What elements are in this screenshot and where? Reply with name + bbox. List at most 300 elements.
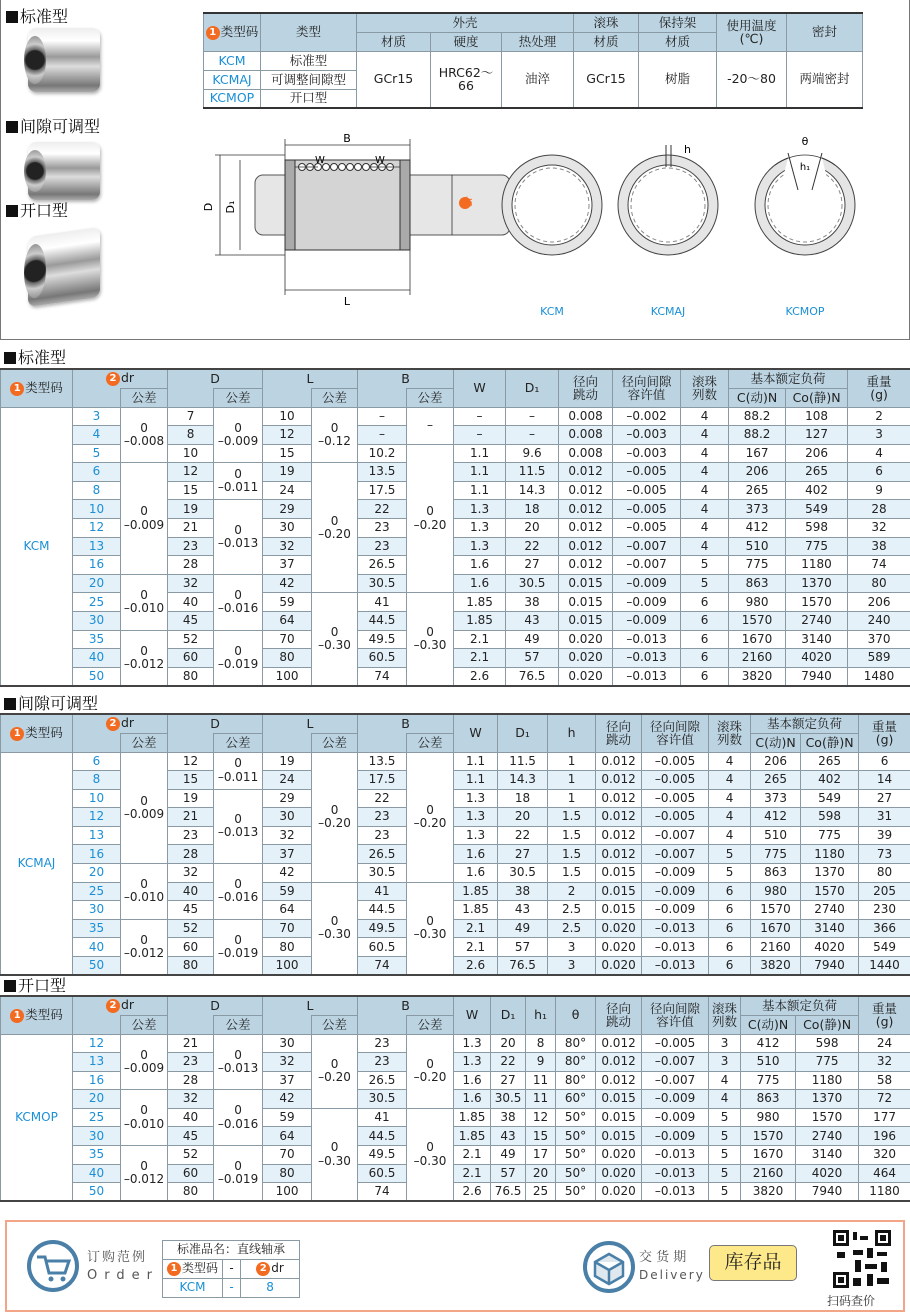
header-column: h: [548, 714, 596, 752]
header-static-load: Co(静)N: [796, 1015, 859, 1034]
value-cell: 20: [506, 519, 559, 538]
value-cell: 49: [491, 1146, 526, 1165]
seal-cell: 两端密封: [787, 51, 863, 108]
b-cell: –: [358, 426, 407, 445]
header-blank: [358, 388, 407, 407]
value-cell: 1.6: [454, 574, 506, 593]
product-title-standard: [6, 4, 68, 27]
header-material: 材质: [357, 32, 431, 51]
header-cage-material: 材质: [639, 32, 717, 51]
value-cell: 20: [491, 1034, 526, 1053]
dr-cell: 50: [73, 957, 121, 976]
value-cell: –0.005: [613, 463, 681, 482]
label: L: [306, 997, 314, 1013]
section-title-standard: [4, 345, 66, 368]
value-cell: 22: [491, 1053, 526, 1072]
dr-cell: 35: [73, 1146, 121, 1165]
value-cell: 0.012: [559, 463, 613, 482]
value-cell: 30.5: [506, 574, 559, 593]
value-cell: 0.020: [596, 1183, 642, 1202]
value-cell: 43: [506, 612, 559, 631]
qr-code-icon[interactable]: [833, 1230, 891, 1288]
header-blank: [73, 1015, 121, 1034]
value-cell: 1.85: [454, 593, 506, 612]
b-cell: 49.5: [358, 630, 407, 649]
value-cell: 43: [491, 1127, 526, 1146]
value-cell: 0.012: [596, 1071, 642, 1090]
label: B: [401, 997, 410, 1013]
header-column: 径向间隙 容许值: [613, 369, 681, 407]
value-cell: 108: [786, 407, 848, 426]
d-cell: 15: [168, 771, 214, 790]
l-cell: 59: [263, 882, 312, 901]
d-tolerance-cell: 0 –0.016: [214, 1090, 263, 1146]
value-cell: 1570: [796, 1108, 859, 1127]
heat-cell: 油淬: [502, 51, 574, 108]
value-cell: 1.85: [454, 901, 498, 920]
value-cell: 5: [681, 574, 729, 593]
header-d: [168, 996, 263, 1015]
d-cell: 40: [168, 593, 214, 612]
d-cell: 15: [168, 481, 214, 500]
header-seal: 密封: [787, 13, 863, 51]
value-cell: 38: [848, 537, 910, 556]
open-bearing-image: [28, 227, 100, 307]
value-cell: 76.5: [506, 667, 559, 686]
order-dr-header: [241, 1260, 300, 1279]
value-cell: 4: [681, 463, 729, 482]
d-cell: 40: [168, 882, 214, 901]
value-cell: 265: [786, 463, 848, 482]
label-W-left: W: [315, 155, 325, 166]
dr-cell: 25: [73, 593, 121, 612]
dr-cell: 12: [73, 1034, 121, 1053]
value-cell: 0.012: [559, 481, 613, 500]
l-cell: 37: [263, 556, 312, 575]
value-cell: 4: [681, 444, 729, 463]
header-blank: [358, 1015, 407, 1034]
d-tolerance-cell: 0 –0.013: [214, 789, 263, 863]
value-cell: –: [454, 407, 506, 426]
b-cell: 13.5: [358, 463, 407, 482]
value-cell: 0.015: [559, 612, 613, 631]
value-cell: –0.009: [642, 1090, 709, 1109]
header-dynamic-load: C(动)N: [751, 733, 801, 752]
header-dynamic-load: C(动)N: [729, 388, 786, 407]
label: D: [210, 715, 220, 731]
dr-cell: 20: [73, 574, 121, 593]
value-cell: 7940: [796, 1183, 859, 1202]
value-cell: 4: [681, 426, 729, 445]
dr-cell: 12: [73, 808, 121, 827]
value-cell: 206: [729, 463, 786, 482]
type-cell: 标准型: [261, 51, 357, 70]
order-label-en: Order: [87, 1268, 159, 1283]
b-cell: 30.5: [358, 1090, 407, 1109]
dr-cell: 30: [73, 901, 121, 920]
value-cell: 412: [751, 808, 801, 827]
label: 间隙可调型: [18, 694, 99, 713]
value-cell: 2.1: [454, 1146, 491, 1165]
header-blank: [263, 733, 312, 752]
label-B: B: [343, 132, 351, 145]
value-cell: 11: [526, 1071, 556, 1090]
standard-bearing-image: [28, 28, 100, 92]
header-column: W: [454, 714, 498, 752]
l-cell: 42: [263, 864, 312, 883]
value-cell: 27: [491, 1071, 526, 1090]
header-column: θ: [556, 996, 596, 1034]
value-cell: 2160: [741, 1164, 796, 1183]
value-cell: 4: [681, 407, 729, 426]
value-cell: 0.015: [559, 593, 613, 612]
label-L: L: [343, 295, 351, 308]
d-cell: 52: [168, 919, 214, 938]
b-cell: 74: [358, 957, 407, 976]
value-cell: 4: [848, 444, 910, 463]
adjustable-table: [0, 713, 910, 976]
value-cell: 4: [681, 537, 729, 556]
header-column: D₁: [491, 996, 526, 1034]
label: 类型码: [25, 724, 63, 740]
value-cell: 11.5: [498, 752, 548, 771]
value-cell: 80: [848, 574, 910, 593]
header-tolerance: 公差: [407, 388, 454, 407]
d-tolerance-cell: 0 –0.013: [214, 500, 263, 574]
value-cell: 60°: [556, 1090, 596, 1109]
value-cell: 80°: [556, 1034, 596, 1053]
value-cell: 3820: [729, 667, 786, 686]
d-tolerance-cell: 0 –0.013: [214, 1034, 263, 1090]
l-cell: 12: [263, 426, 312, 445]
value-cell: –0.009: [613, 612, 681, 631]
l-cell: 100: [263, 957, 312, 976]
value-cell: 1.3: [454, 537, 506, 556]
b-tolerance-cell: 0 –0.30: [407, 1108, 454, 1201]
value-cell: 464: [859, 1164, 910, 1183]
value-cell: 2.6: [454, 957, 498, 976]
value-cell: 1.3: [454, 500, 506, 519]
dr-cell: 40: [73, 649, 121, 668]
header-tolerance: 公差: [407, 733, 454, 752]
value-cell: 6: [709, 957, 751, 976]
value-cell: –0.007: [613, 556, 681, 575]
value-cell: 9.6: [506, 444, 559, 463]
value-cell: 1.5: [548, 808, 596, 827]
value-cell: 1180: [801, 845, 859, 864]
header-column: 径向间隙 容许值: [642, 996, 709, 1034]
d-cell: 28: [168, 1071, 214, 1090]
value-cell: 549: [859, 938, 910, 957]
b-cell: 23: [358, 1034, 407, 1053]
b-cell: 44.5: [358, 1127, 407, 1146]
value-cell: 5: [709, 1146, 741, 1165]
dr-cell: 5: [73, 444, 121, 463]
value-cell: 0.012: [596, 1053, 642, 1072]
value-cell: 1.5: [548, 845, 596, 864]
dr-tolerance-cell: 0 –0.010: [121, 1090, 168, 1146]
header-tolerance: 公差: [312, 1015, 358, 1034]
cart-icon: [27, 1240, 79, 1292]
value-cell: 373: [751, 789, 801, 808]
value-cell: 0.008: [559, 407, 613, 426]
value-cell: 1: [548, 752, 596, 771]
d-cell: 40: [168, 1108, 214, 1127]
value-cell: 598: [786, 519, 848, 538]
value-cell: 0.015: [596, 901, 642, 920]
value-cell: 775: [751, 845, 801, 864]
value-cell: 1.1: [454, 463, 506, 482]
product-title-open: [6, 198, 68, 221]
value-cell: 14: [859, 771, 910, 790]
badge-2: 2: [106, 717, 120, 731]
d-tolerance-cell: 0 –0.011: [214, 463, 263, 500]
value-cell: 1670: [741, 1146, 796, 1165]
header-weight: 重量 (g): [859, 996, 910, 1034]
b-cell: 44.5: [358, 612, 407, 631]
code-cell: KCM: [204, 51, 261, 70]
value-cell: –0.009: [642, 882, 709, 901]
value-cell: 9: [526, 1053, 556, 1072]
l-cell: 10: [263, 407, 312, 426]
delivery-label: 交 货 期: [639, 1250, 687, 1265]
label: 类型码: [25, 1006, 63, 1022]
l-cell: 30: [263, 808, 312, 827]
value-cell: 18: [506, 500, 559, 519]
header-d: [168, 714, 263, 733]
value-cell: 72: [859, 1090, 910, 1109]
value-cell: 11: [526, 1090, 556, 1109]
b-cell: 13.5: [358, 752, 407, 771]
value-cell: 57: [491, 1164, 526, 1183]
l-cell: 80: [263, 938, 312, 957]
value-cell: 4: [709, 1090, 741, 1109]
d-cell: 21: [168, 808, 214, 827]
table-row: [1, 630, 910, 649]
value-cell: 0.012: [596, 1034, 642, 1053]
label-dr: dr: [464, 196, 475, 207]
value-cell: 4: [709, 808, 751, 827]
value-cell: 49: [506, 630, 559, 649]
view-label-kcmop: KCMOP: [785, 305, 825, 318]
type-code-cell: KCMAJ: [1, 752, 73, 975]
value-cell: 1.1: [454, 444, 506, 463]
value-cell: 0.015: [596, 882, 642, 901]
b-cell: 60.5: [358, 649, 407, 668]
d-cell: 8: [168, 426, 214, 445]
dr-cell: 8: [73, 771, 121, 790]
value-cell: 265: [801, 752, 859, 771]
value-cell: 22: [498, 826, 548, 845]
value-cell: 1.6: [454, 1090, 491, 1109]
value-cell: 230: [859, 901, 910, 920]
qr-label: 扫码查价: [827, 1294, 876, 1308]
value-cell: 1: [548, 771, 596, 790]
dr-cell: 6: [73, 752, 121, 771]
value-cell: 205: [859, 882, 910, 901]
label-h1: h₁: [799, 162, 811, 173]
header-dr: [73, 714, 168, 733]
value-cell: 0.008: [559, 426, 613, 445]
value-cell: 2.1: [454, 919, 498, 938]
l-cell: 37: [263, 845, 312, 864]
header-tolerance: 公差: [121, 388, 168, 407]
header-column: 径向 跳动: [559, 369, 613, 407]
value-cell: 43: [498, 901, 548, 920]
value-cell: 32: [848, 519, 910, 538]
value-cell: 206: [786, 444, 848, 463]
dr-cell: 16: [73, 1071, 121, 1090]
code-cell: KCMAJ: [204, 70, 261, 89]
label-D: D: [202, 202, 215, 212]
value-cell: 3820: [751, 957, 801, 976]
header-ball: 滚珠: [574, 13, 639, 32]
b-cell: 74: [358, 667, 407, 686]
dr-cell: 16: [73, 556, 121, 575]
value-cell: 8: [526, 1034, 556, 1053]
value-cell: 3: [548, 938, 596, 957]
d-cell: 60: [168, 649, 214, 668]
value-cell: 2160: [751, 938, 801, 957]
value-cell: 0.015: [596, 1090, 642, 1109]
value-cell: –: [506, 426, 559, 445]
table-row: [1, 1090, 910, 1109]
cage-material-cell: 树脂: [639, 51, 717, 108]
value-cell: 775: [741, 1071, 796, 1090]
b-cell: 44.5: [358, 901, 407, 920]
d-tolerance-cell: 0 –0.016: [214, 574, 263, 630]
l-cell: 32: [263, 1053, 312, 1072]
value-cell: 549: [801, 789, 859, 808]
value-cell: 3140: [801, 919, 859, 938]
dr-cell: 13: [73, 1053, 121, 1072]
d-tolerance-cell: 0 –0.016: [214, 864, 263, 920]
value-cell: 1480: [848, 667, 910, 686]
table-row: [1, 574, 910, 593]
value-cell: 240: [848, 612, 910, 631]
l-cell: 37: [263, 1071, 312, 1090]
value-cell: 863: [741, 1090, 796, 1109]
dr-cell: 30: [73, 612, 121, 631]
value-cell: 73: [859, 845, 910, 864]
header-code: [1, 714, 73, 752]
value-cell: 80: [859, 864, 910, 883]
header-tolerance: 公差: [121, 733, 168, 752]
dr-tolerance-cell: 0 –0.012: [121, 1146, 168, 1202]
header-blank: [73, 388, 121, 407]
header-code: [204, 13, 261, 51]
header-b: [358, 369, 454, 388]
dash: -: [223, 1279, 241, 1298]
label: 标准型: [18, 348, 67, 367]
dr-cell: 20: [73, 1090, 121, 1109]
badge-1: 1: [206, 26, 220, 40]
value-cell: –0.013: [642, 1146, 709, 1165]
value-cell: –0.013: [642, 957, 709, 976]
label: D: [210, 997, 220, 1013]
header-blank: [358, 733, 407, 752]
label-D1: D₁: [224, 200, 237, 214]
ball-material-cell: GCr15: [574, 51, 639, 108]
value-cell: 3140: [796, 1146, 859, 1165]
value-cell: 206: [751, 752, 801, 771]
label: 类型码: [181, 1261, 218, 1275]
value-cell: 1.6: [454, 864, 498, 883]
l-cell: 70: [263, 919, 312, 938]
d-tolerance-cell: 0 –0.019: [214, 630, 263, 686]
value-cell: 38: [491, 1108, 526, 1127]
table-row: [1, 463, 910, 482]
value-cell: 510: [741, 1053, 796, 1072]
dr-cell: 50: [73, 1183, 121, 1202]
value-cell: 27: [859, 789, 910, 808]
dr-cell: 20: [73, 864, 121, 883]
footer: [5, 1220, 905, 1312]
value-cell: 11.5: [506, 463, 559, 482]
value-cell: –0.013: [613, 667, 681, 686]
value-cell: 1180: [786, 556, 848, 575]
header-blank: [263, 388, 312, 407]
value-cell: 3: [709, 1053, 741, 1072]
table-row: [1, 864, 910, 883]
header-static-load: Co(静)N: [801, 733, 859, 752]
value-cell: 80°: [556, 1053, 596, 1072]
value-cell: 0.015: [559, 574, 613, 593]
value-cell: 775: [729, 556, 786, 575]
value-cell: 88.2: [729, 407, 786, 426]
table-row: [1, 407, 910, 426]
badge-2: 2: [256, 1262, 270, 1276]
dr-tolerance-cell: 0 –0.008: [121, 407, 168, 463]
order-label: 订购范例: [87, 1250, 148, 1265]
b-cell: 10.2: [358, 444, 407, 463]
b-cell: 74: [358, 1183, 407, 1202]
value-cell: 15: [526, 1127, 556, 1146]
dr-cell: 3: [73, 407, 121, 426]
value-cell: 6: [709, 919, 751, 938]
d-cell: 45: [168, 612, 214, 631]
dr-tolerance-cell: 0 –0.009: [121, 463, 168, 575]
label: B: [401, 370, 410, 386]
l-cell: 19: [263, 752, 312, 771]
l-tolerance-cell: 0 –0.30: [312, 882, 358, 975]
dr-cell: 12: [73, 519, 121, 538]
value-cell: 6: [681, 612, 729, 631]
value-cell: 0.020: [596, 1164, 642, 1183]
value-cell: 20: [526, 1164, 556, 1183]
dr-tolerance-cell: 0 –0.010: [121, 574, 168, 630]
label: dr: [120, 715, 135, 731]
b-tolerance-cell: 0 –0.30: [407, 882, 454, 975]
value-cell: 50°: [556, 1127, 596, 1146]
l-cell: 64: [263, 612, 312, 631]
header-b: [358, 714, 454, 733]
header-temp: 使用温度 (℃): [717, 13, 787, 51]
type-cell: 可调整间隙型: [261, 70, 357, 89]
value-cell: –0.007: [642, 1053, 709, 1072]
header-weight: 重量 (g): [848, 369, 910, 407]
value-cell: 12: [526, 1108, 556, 1127]
header-column: D₁: [498, 714, 548, 752]
value-cell: 0.012: [596, 789, 642, 808]
bearing-body: [285, 160, 410, 250]
value-cell: 4: [681, 500, 729, 519]
value-cell: 1.5: [548, 864, 596, 883]
d-cell: 80: [168, 957, 214, 976]
l-tolerance-cell: 0 –0.20: [312, 752, 358, 882]
value-cell: 1.3: [454, 1053, 491, 1072]
value-cell: 9: [848, 481, 910, 500]
